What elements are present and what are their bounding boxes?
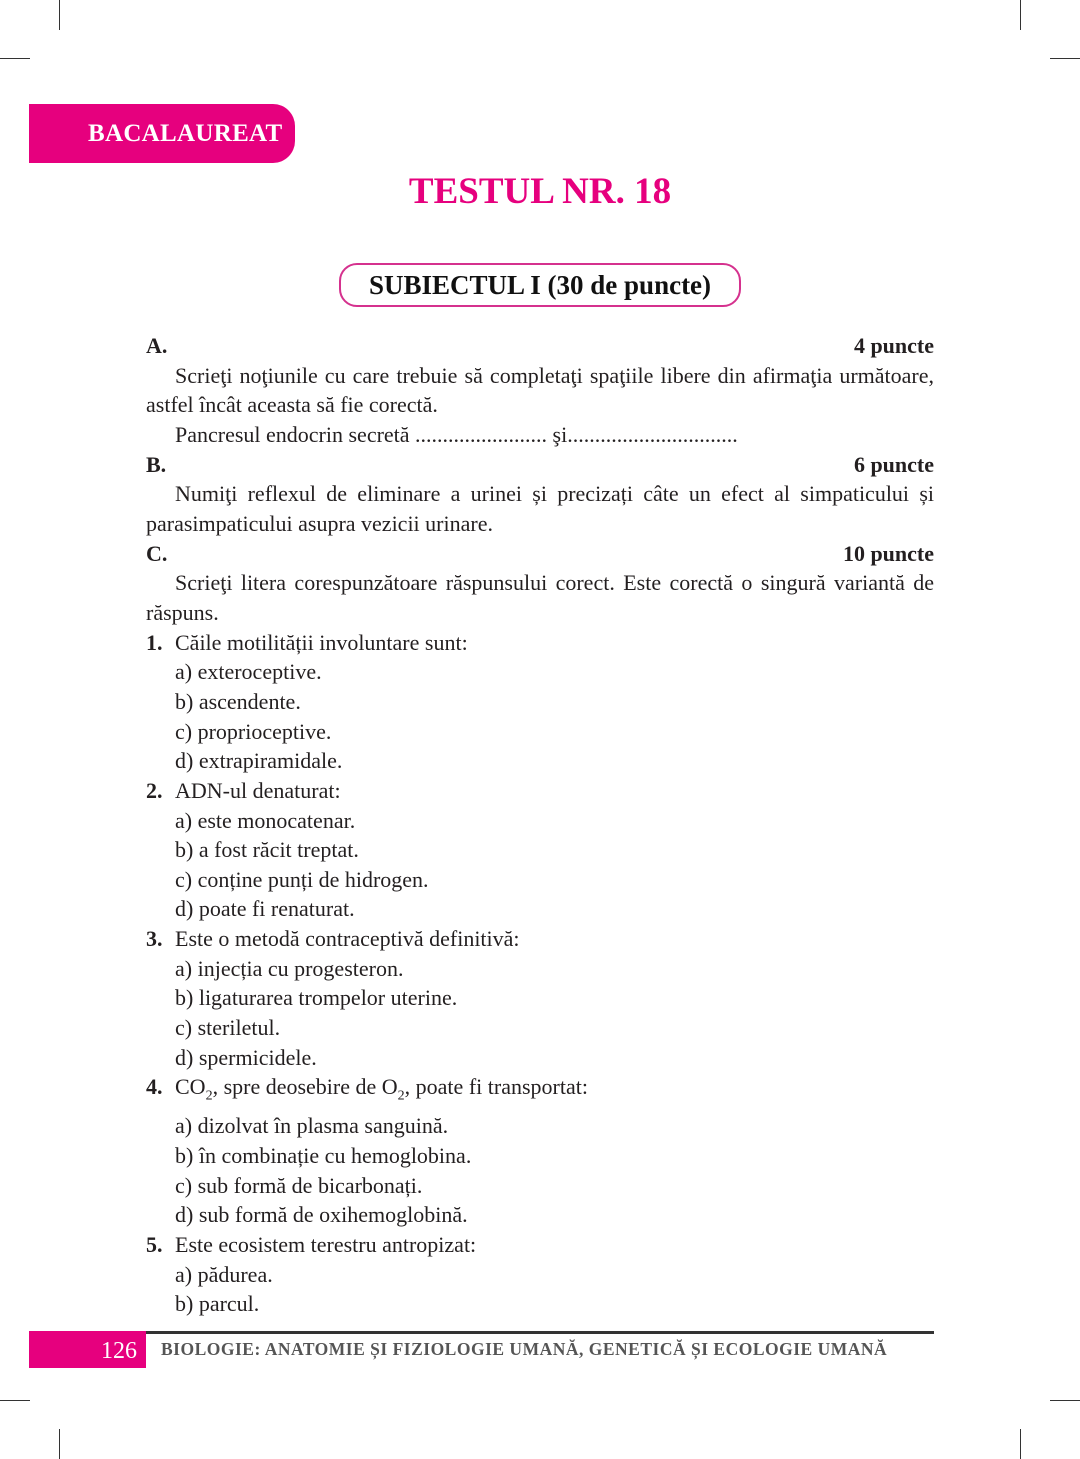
subject-heading: SUBIECTUL I (30 de puncte) <box>339 263 741 307</box>
answer-option: a) este monocatenar. <box>175 807 356 833</box>
section-a-blank: Pancresul endocrin secretă ........................ şi............................... <box>175 421 738 447</box>
section-b-header <box>146 450 934 480</box>
question-number: 2. <box>146 777 163 803</box>
crop-mark <box>1050 1400 1080 1401</box>
question-text: ADN-ul denaturat: <box>175 777 341 803</box>
crop-mark <box>1020 1429 1021 1459</box>
answer-option: d) extrapiramidale. <box>175 748 343 774</box>
question <box>146 776 934 806</box>
question-number: 4. <box>146 1074 163 1100</box>
crop-mark <box>0 58 30 59</box>
page-title: TESTUL NR. 18 <box>408 171 672 212</box>
question-text <box>175 1072 588 1111</box>
answer-option: a) dizolvat în plasma sanguină. <box>175 1113 449 1139</box>
crop-mark <box>0 1400 30 1401</box>
question-text-part: 2 <box>397 1088 405 1104</box>
question-number: 1. <box>146 629 163 655</box>
question-text-part: CO <box>175 1074 206 1100</box>
answer-option: c) sub formă de bicarbonați. <box>175 1172 423 1198</box>
answer-option: d) spermicidele. <box>175 1044 317 1070</box>
section-points: 10 puncte <box>842 540 934 566</box>
answer-option: d) sub formă de oxihemoglobină. <box>175 1202 468 1228</box>
answer-option: b) parcul. <box>175 1291 260 1317</box>
section-points: 6 puncte <box>853 451 934 477</box>
question <box>146 1072 934 1111</box>
question <box>146 628 934 658</box>
section-label: A. <box>146 333 168 358</box>
question-text: Este ecosistem terestru antropizat: <box>175 1232 477 1258</box>
answer-option: a) pădurea. <box>175 1261 273 1287</box>
question-list <box>146 628 934 1319</box>
test-content <box>146 331 934 1319</box>
section-b-text: Numiţi reflexul de eliminare a urinei și precizați câte un efect al simpaticului și parasimpaticului asupra vezicii urinare. <box>146 481 934 536</box>
crop-mark <box>1020 0 1021 30</box>
answer-option: a) injecția cu progesteron. <box>175 955 404 981</box>
answer-option: c) conține punți de hidrogen. <box>175 866 429 892</box>
section-a-text: Scrieţi noţiunile cu care trebuie să completaţi spaţiile libere din afirmaţia următoare, astfel încât aceasta să fie corectă. <box>146 362 934 418</box>
question-text: Căile motilității involuntare sunt: <box>175 629 468 655</box>
question-number: 3. <box>146 926 163 952</box>
question-text: Este o metodă contraceptivă definitivă: <box>175 926 520 952</box>
crop-mark <box>1050 58 1080 59</box>
section-a-header <box>146 331 934 361</box>
answer-option: c) proprioceptive. <box>175 718 332 744</box>
section-points: 4 puncte <box>853 333 934 358</box>
page-number: 126 <box>29 1331 146 1368</box>
page-footer <box>29 1331 934 1364</box>
answer-option: d) poate fi renaturat. <box>175 896 355 922</box>
answer-option: b) a fost răcit treptat. <box>175 837 359 863</box>
question <box>146 1230 934 1260</box>
question-text-part: , spre deosebire de O <box>212 1074 398 1100</box>
section-badge: BACALAUREAT <box>29 104 295 163</box>
question-text-part: 2 <box>205 1088 213 1104</box>
answer-option: a) exteroceptive. <box>175 659 322 685</box>
question-text-part: , poate fi transportat: <box>404 1074 588 1100</box>
answer-option: b) ascendente. <box>175 688 301 714</box>
answer-option: b) ligaturarea trompelor uterine. <box>175 985 458 1011</box>
question-number: 5. <box>146 1232 163 1258</box>
question <box>146 924 934 954</box>
answer-option: c) steriletul. <box>175 1015 281 1041</box>
section-c-header <box>146 539 934 569</box>
footer-rule <box>146 1331 934 1334</box>
section-c-text: Scrieţi litera corespunzătoare răspunsului corect. Este corectă o singură variantă de răspuns. <box>146 570 934 625</box>
book-title: BIOLOGIE: ANATOMIE ȘI FIZIOLOGIE UMANĂ, GENETICĂ ȘI ECOLOGIE UMANĂ <box>161 1339 888 1359</box>
answer-option: b) în combinație cu hemoglobina. <box>175 1143 472 1169</box>
crop-mark <box>59 0 60 30</box>
section-label: B. <box>146 451 167 477</box>
section-label: C. <box>146 540 168 566</box>
crop-mark <box>59 1429 60 1459</box>
